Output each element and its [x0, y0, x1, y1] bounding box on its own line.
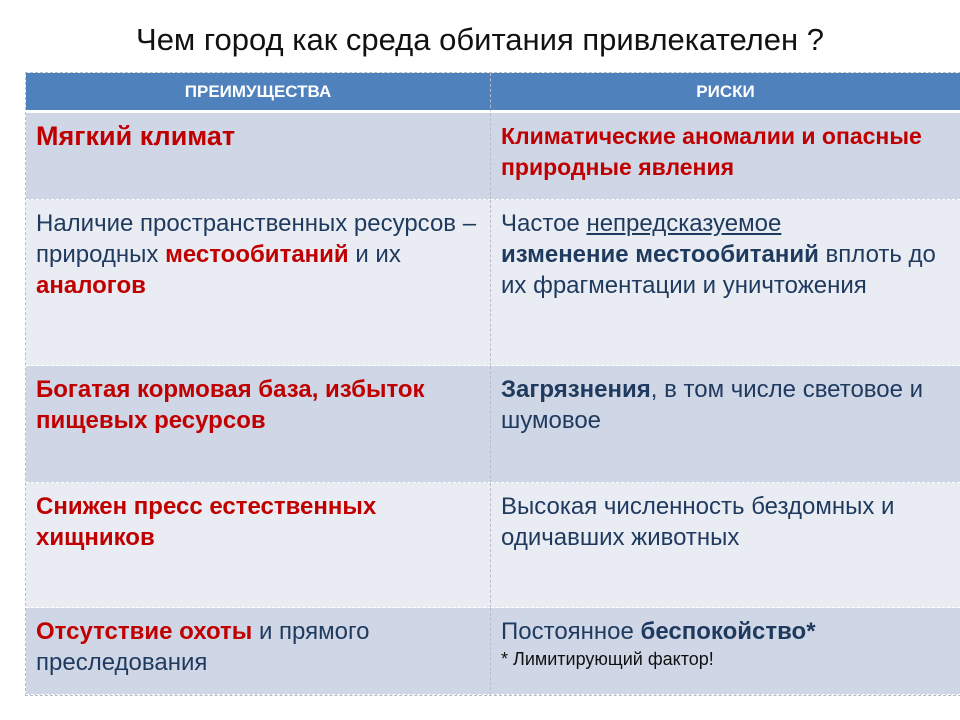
advantage-cell	[26, 200, 491, 366]
risk-emphasis: Загрязнения	[501, 376, 651, 403]
advantage-text: Мягкий климат	[36, 121, 236, 151]
advantage-text: Снижен пресс естественных хищников	[36, 493, 377, 551]
advantage-cell	[26, 366, 491, 483]
risk-emphasis: изменение местообитаний	[501, 241, 819, 268]
advantage-cell	[26, 608, 491, 695]
risk-text: вплоть до их фрагментации и уничтожения	[501, 241, 936, 299]
header-advantages: ПРЕИМУЩЕСТВА	[26, 73, 491, 113]
risk-emphasis: беспокойство*	[640, 618, 816, 645]
advantage-text: Наличие пространственных ресурсов – природных	[36, 210, 477, 268]
risk-text: Частое	[501, 210, 587, 237]
comparison-table	[25, 72, 960, 696]
risk-text: , в том числе световое и шумовое	[501, 376, 924, 434]
advantage-text: Богатая кормовая база, избыток пищевых ресурсов	[36, 376, 425, 434]
table-header-row	[26, 73, 960, 113]
advantage-emphasis: аналогов	[36, 272, 146, 299]
advantage-cell	[26, 113, 491, 200]
risk-underlined: непредсказуемое	[586, 210, 782, 237]
header-risks: РИСКИ	[491, 73, 960, 113]
advantage-text: и их	[348, 241, 401, 268]
table-row	[26, 608, 960, 695]
table-row	[26, 366, 960, 483]
risk-cell	[491, 483, 960, 608]
risk-cell	[491, 113, 960, 200]
table-row	[26, 483, 960, 608]
table-row	[26, 113, 960, 200]
risk-cell	[491, 200, 960, 366]
risk-text: Высокая численность бездомных и одичавших животных	[501, 493, 895, 551]
advantage-emphasis: Отсутствие охоты	[36, 618, 253, 645]
slide-title: Чем город как среда обитания привлекателен ?	[136, 22, 824, 57]
footnote: * Лимитирующий фактор!	[501, 649, 714, 669]
risk-cell	[491, 608, 960, 695]
table-row	[26, 200, 960, 366]
advantage-cell	[26, 483, 491, 608]
risk-cell	[491, 366, 960, 483]
advantage-emphasis: местообитаний	[165, 241, 349, 268]
risk-text: Постоянное	[501, 618, 641, 645]
advantage-text: и прямого преследования	[36, 618, 370, 676]
risk-text: Климатические аномалии и опасные природные явления	[501, 123, 922, 180]
